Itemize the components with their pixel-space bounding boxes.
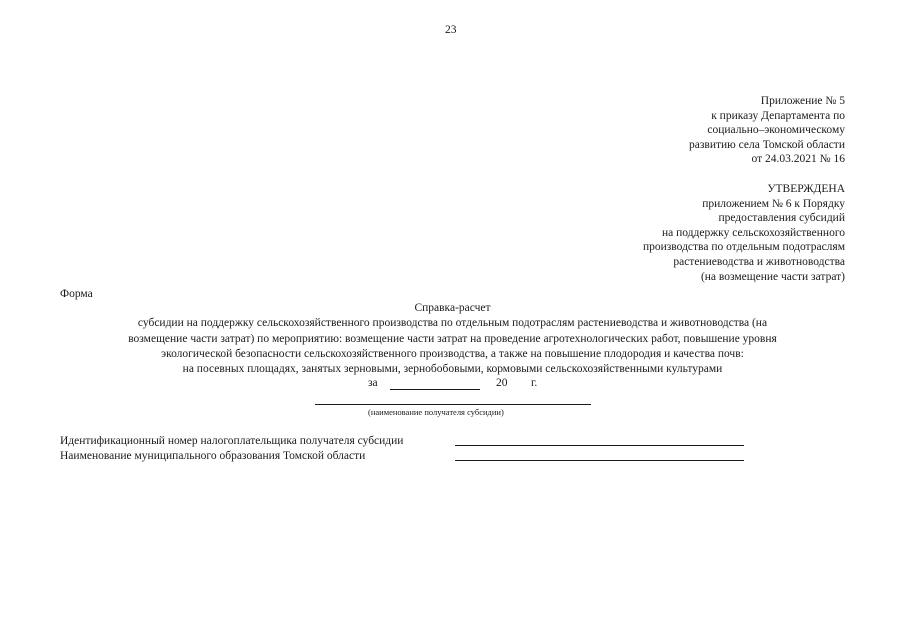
- appendix-line: развитию села Томской области: [689, 138, 845, 151]
- page-number: 23: [445, 24, 457, 36]
- approved-line: растениеводства и животноводства: [673, 255, 845, 268]
- approved-line: приложением № 6 к Порядку: [702, 197, 845, 210]
- approved-title: УТВЕРЖДЕНА: [767, 183, 845, 195]
- form-label: Форма: [60, 288, 93, 300]
- period-blank-line: [390, 389, 480, 390]
- approved-line: на поддержку сельскохозяйственного: [661, 226, 845, 239]
- document-heading: [60, 301, 845, 377]
- document-line: на посевных площадях, занятых зерновыми, зернобобовыми, кормовыми сельскохозяйственными культурами: [182, 363, 723, 376]
- document-line: возмещение части затрат) по мероприятию: возмещение части затрат на проведение агротехнологических работ, повышение уровня: [128, 332, 777, 345]
- approved-block: [643, 182, 845, 284]
- recipient-blank-line: [315, 404, 591, 405]
- period-suffix: г.: [531, 377, 538, 389]
- municipality-field-label: Наименование муниципального образования Томской области: [60, 450, 366, 462]
- municipality-field-line: [455, 460, 744, 461]
- appendix-line: от 24.03.2021 № 16: [751, 153, 845, 166]
- inn-field-line: [455, 445, 744, 446]
- inn-field-label: Идентификационный номер налогоплательщика получателя субсидии: [60, 435, 404, 447]
- approved-line: предоставления субсидий: [718, 212, 845, 225]
- period-prefix: за: [368, 377, 378, 389]
- document-line: субсидии на поддержку сельскохозяйственного производства по отдельным подотраслям растениеводства и животноводства (на: [137, 317, 768, 330]
- appendix-line: социально–экономическому: [707, 124, 845, 137]
- document-title: Справка-расчет: [414, 302, 491, 314]
- approved-line: (на возмещение части затрат): [700, 270, 845, 283]
- document-line: экологической безопасности сельскохозяйственного производства, а также на повышение плодородия и качества почв:: [161, 347, 744, 360]
- appendix-block: [689, 94, 845, 167]
- approved-line: производства по отдельным подотраслям: [642, 241, 845, 254]
- period-year: 20: [496, 377, 508, 389]
- appendix-line: к приказу Департамента по: [711, 109, 845, 122]
- appendix-line: Приложение № 5: [760, 95, 845, 107]
- recipient-caption: (наименование получателя субсидии): [368, 407, 504, 417]
